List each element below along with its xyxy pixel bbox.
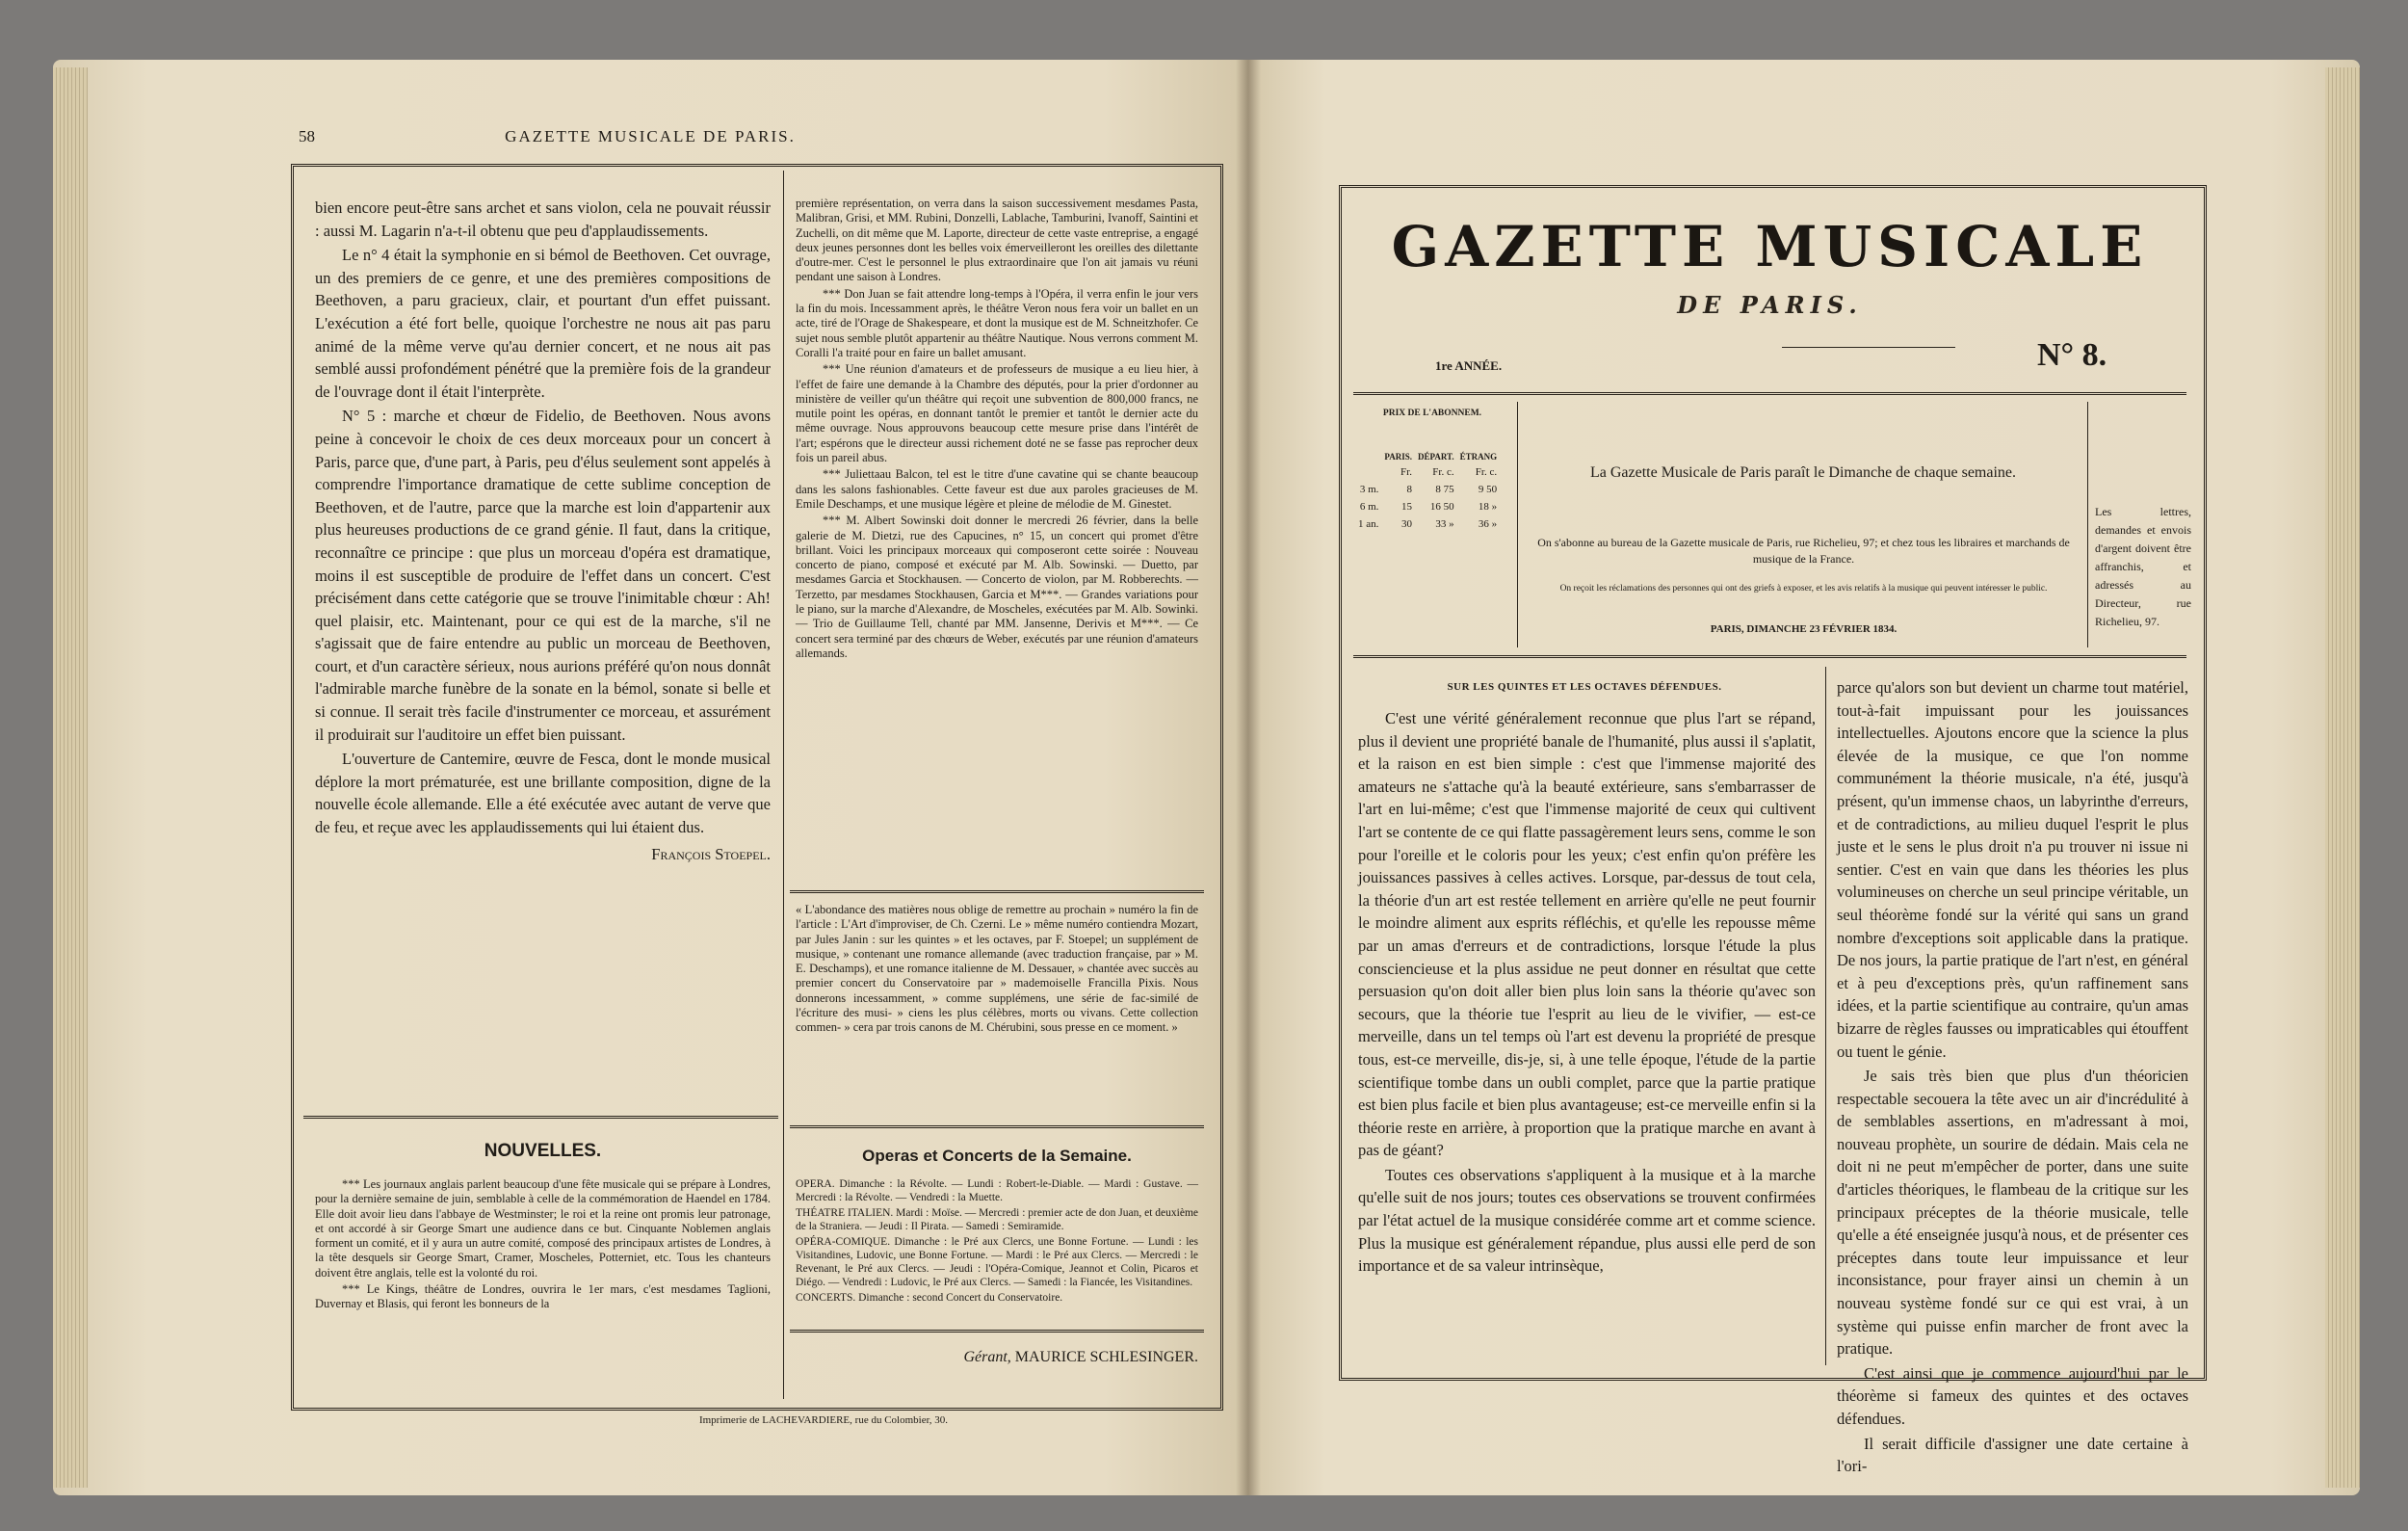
news-item: *** Don Juan se fait attendre long-temps à l'Opéra, il verra enfin le jour vers la fin du mois. Incessamment après, le théâtre Veron nous fera voir un ballet en un acte, tiré de l'Orage de Shakespeare, et dont la musique est de M. Schneitzhofer. Ce sujet nous semble plutôt appartenir au théâtre Nautique. Nous verrons comment M. Coralli l'a traité pour en faire un ballet amusant.	[796, 286, 1198, 359]
gerant-label: Gérant,	[963, 1349, 1011, 1365]
price-unit: Fr.	[1400, 466, 1412, 478]
news-item: *** Juliettaau Balcon, tel est le titre d'une cavatine qui se chante beaucoup dans les salons fashionables. Cette faveur est due aux paroles gracieuses de M. Emile Deschamps, et une musique légère et pleine de mélodie de M. Ginestet.	[796, 467, 1198, 511]
paragraph: L'ouverture de Cantemire, œuvre de Fesca, dont le monde musical déplore la mort prématurée, est une brillante composition, digne de la nouvelle école allemande. Elle a été exécutée avec autant de verve que de feu, et reçue avec les applaudissements qui lui étaient dus.	[315, 750, 771, 837]
news-item: *** Une réunion d'amateurs et de professeurs de musique a eu lieu hier, à l'effet de faire une demande à la Chambre des députés, pour la prier d'ordonner au ministère de veiller qu'un théâtre qui reçoit une subvention de 800,000 francs, ne mutile point les opéras, en donnant tantôt le premier et tantôt le dernier acte du même ouvrage. Nous approuvons beaucoup cette mesure prise dans l'intérêt de l'art; espérons que le directeur aussi richement doté ne se fasse pas reprocher deux fois un pareil abus.	[796, 362, 1198, 465]
schedule-line: CONCERTS. Dimanche : second Concert du Conservatoire.	[796, 1292, 1063, 1304]
section-divider	[790, 1125, 1204, 1128]
section-divider	[790, 890, 1204, 893]
issue-number: N° 8.	[2037, 337, 2107, 373]
price-unit: Fr. c.	[1475, 466, 1498, 478]
paragraph: Toutes ces observations s'appliquent à la musique et à la marche qu'elle suit de nos jours; toutes ces observations se trouvent confirmées par l'état actuel de la musique considérée comme art et comme science. Plus la musique est généralement répandue, plus aussi elle perd de son importance et de sa valeur intrinsèque,	[1358, 1165, 1816, 1276]
news-item: *** Les journaux anglais parlent beaucoup d'une fête musicale qui se prépare à Londres, pour la dernière semaine de juin, semblable à celle de la commémoration de Haendel en 1784. Elle doit avoir lieu dans l'abbaye de Westminster; le roi et la reine ont promis leur patronage, et ont accordé à sir George Smart une audience dans ce but. Cinquante Noblemen anglais forment un comité, et il y aura un autre comité, composé des principaux artistes de Londres, à la tête desquels sir George Smart, Cramer, Moscheles, Potterniet, etc. Tous les chanteurs doivent être anglais, telle est la volonté du roi.	[315, 1177, 771, 1280]
paragraph: Je sais très bien que plus d'un théoricien respectable secouera la tête avec un air d'incrédulité à de semblables assertions, en m'adressant à moi, nouveau prophète, un sourire de dédain. Mais cela ne doit ni ne peut m'empêcher de porter, dans une suite d'articles théoriques, le flambeau de la critique sur les principaux préceptes de la théorie musicale, telle qu'elle a été enseignée jusqu'à nous, et de présenter ces préceptes dans toute leur impuissance et leur inconsistance, pour frayer ainsi un chemin à un nouveau système fondé sur ce qui est vrai, à un système qui puisse enfin marcher de front avec la pratique.	[1837, 1067, 2188, 1359]
page-edges	[53, 67, 88, 1488]
price-row	[1355, 481, 1500, 498]
price-row	[1355, 498, 1500, 515]
open-book	[53, 60, 2360, 1495]
price-cell: 16 50	[1429, 501, 1454, 513]
box-divider	[2087, 402, 2088, 647]
gerant-name: MAURICE SCHLESINGER.	[1014, 1349, 1198, 1365]
masthead-rule	[1353, 392, 2186, 395]
gerant-line	[796, 1349, 1198, 1366]
paragraph: N° 5 : marche et chœur de Fidelio, de Beethoven. Nous avons peine à concevoir le choix de ces deux morceaux pour un concert à Paris, parce que, d'une part, à Paris, peu d'élus seulement sont appelés à comprendre l'importance dramatique de cette sublime conception de Beethoven, et de l'autre, parce que la marche est loin d'appartenir aux plus heureuses productions de ce grand génie. Il faut, dans la critique, reconnaître ce principe : que plus un morceau d'opéra est dramatique, moins il est susceptible de produire de l'effet dans un concert. C'est précisément dans cette catégorie que se trouve l'inimitable chœur : Ah! quel plaisir, etc. Maintenant, pour ce qui est de la marche, s'il ne s'agissait que de faire entendre au public un morceau de Beethoven, court, et d'un caractère sérieux, nous aurions préféré qu'on nous donnât l'admirable marche funèbre de la sonate en la bémol, sonate si belle et si connue. Il serait très facile d'instrumenter ce morceau, et assurément il produirait sur l'auditoire un effet bien puissant.	[315, 407, 771, 744]
operas-heading: Operas et Concerts de la Semaine.	[862, 1147, 1132, 1165]
reclamation-note: On reçoit les réclamations des personnes qui ont des griefs à exposer, et les avis relatifs à la musique qui peuvent intéresser le public.	[1559, 584, 2048, 594]
article-column-1	[1358, 707, 1816, 1362]
masthead-title: GAZETTE MUSICALE	[1391, 214, 2149, 279]
price-period: 6 m.	[1359, 501, 1379, 513]
dateline: PARIS, DIMANCHE 23 FÉVRIER 1834.	[1710, 623, 1898, 635]
author-signature: François Stoepel.	[651, 844, 771, 863]
opera-schedule	[796, 1177, 1198, 1317]
price-table	[1355, 450, 1500, 533]
masthead-subtitle: DE PARIS.	[1677, 291, 1863, 319]
price-col-blank	[1355, 450, 1381, 463]
paragraph: Le n° 4 était la symphonie en si bémol de Beethoven. Cet ouvrage, un des premiers de ce genre, et une des premières compositions de Beethoven, a paru gracieux, clair, et pourtant d'un effet puissant. L'exécution a été fort belle, quoique l'orchestre ne nous ait pas paru animé de la même verve qu'au dernier concert, et ne nous ait pas semblé aussi profondément pénétré que la première fois de la grandeur de l'ouvrage dont il était l'interprète.	[315, 246, 771, 401]
paragraph: Il serait difficile d'assigner une date certaine à l'ori-	[1837, 1434, 2188, 1476]
section-divider	[790, 1330, 1204, 1333]
schedule-line: THÉATRE ITALIEN. Mardi : Moïse. — Mercredi : premier acte de don Juan, et deuxième de la Straniera. — Jeudi : Il Pirata. — Samedi : Semiramide.	[796, 1207, 1198, 1232]
news-item: *** Le Kings, théâtre de Londres, ouvrira le 1er mars, c'est mesdames Taglioni, Duvernay et Blasis, qui feront les bonneurs de la	[315, 1282, 771, 1311]
schedule-line: OPÉRA-COMIQUE. Dimanche : le Pré aux Clercs, une Bonne Fortune. — Lundi : les Visitandines, Ludovic, une Bonne Fortune. — Mardi : le Pré aux Clercs. — Mercredi : le Revenant, le Pré aux Clercs. — Jeudi : l'Opéra-Comique, Jeannot et Colin, Picaros et Diégo. — Vendredi : Ludovic, le Pré aux Clercs. — Samedi : la Fiancée, les Visitandines.	[796, 1236, 1198, 1288]
page-number: 58	[299, 127, 315, 145]
book-gutter	[1236, 60, 1261, 1495]
price-row	[1355, 515, 1500, 533]
paragraph: parce qu'alors son but devient un charme tout matériel, tout-à-fait impuissant pour les jouissances intellectuelles. Ajoutons encore que la science la plus élevée de la musique, ce que l'on nomme communément la théorie musicale, n'a été, jusqu'à présent, qu'un immense chaos, un labyrinthe d'erreurs, et de contradictions, au milieu duquel l'esprit le plus juste et le sens le plus droit n'a pu trouver ni issue ni sentier. C'est en vain que dans les théories les plus volumineuses on cherche un seul principe véritable, un seul théorème fondé sur la vérité qui sans un grand nombre d'exceptions soit applicable dans la pratique. De nos jours, la partie pratique de l'art n'est, en général et à peu d'exceptions près, qu'un raffinement sans idées, et la partie scientifique au contraire, qu'un amas bizarre de règles fausses ou impraticables qui étouffent ou tuent le génie.	[1837, 678, 2188, 1061]
imprint: Imprimerie de LACHEVARDIERE, rue du Colombier, 30.	[698, 1414, 949, 1426]
price-period: 1 an.	[1358, 518, 1379, 530]
price-unit: Fr. c.	[1432, 466, 1454, 478]
price-cell: 9 50	[1478, 484, 1498, 495]
paragraph: C'est ainsi que je commence aujourd'hui par le théorème si fameux des quintes et des octaves défendues.	[1837, 1363, 2188, 1428]
correspondence-note: Les lettres, demandes et envois d'argent doivent être affranchis, et adressés au Directeur, rue Richelieu, 97.	[2095, 505, 2191, 628]
price-unit-blank	[1355, 463, 1381, 481]
price-cell: 8	[1406, 484, 1412, 495]
editorial-notice: « L'abondance des matières nous oblige de remettre au prochain » numéro la fin de l'article : L'Art d'improviser, de Ch. Czerni. Le » même numéro contiendra Mozart, par Jules Janin : sur les quintes » et les octaves, par F. Stoepel; un supplément de musique, » contenant une romance allemande (avec traduction française, par » M. E. Deschamps), et une romance italienne de M. Dessauer, » chantée avec succès au premier concert du Conservatoire par » mademoiselle Francilla Pixis. Nous donnerons incessamment, » comme supplémens, une série de fac-similé de l'écriture des musi- » ciens les plus célèbres, morts ou vivans. Cette collection commen- » cera par trois canons de M. Chérubini, sous presse en ce moment. »	[796, 903, 1198, 1035]
column-divider	[1825, 667, 1826, 1365]
publication-announcement: La Gazette Musicale de Paris paraît le Dimanche de chaque semaine.	[1589, 464, 2017, 481]
schedule-line: OPERA. Dimanche : la Révolte. — Lundi : Robert-le-Diable. — Mardi : Gustave. — Mercredi : la Révolte. — Vendredi : la Muette.	[796, 1178, 1198, 1203]
nouvelles-heading: NOUVELLES.	[484, 1141, 602, 1161]
price-cell: 18 »	[1478, 501, 1498, 513]
news-column	[796, 197, 1198, 885]
price-cell: 30	[1400, 518, 1412, 530]
page-edges	[2325, 67, 2360, 1488]
right-page	[1247, 60, 2360, 1495]
paragraph: C'est une vérité généralement reconnue que plus l'art se répand, plus il devient une propriété banale de l'humanité, plus aussi il s'aplatit, et la raison en est bien simple : c'est que l'immense majorité des amateurs ne s'attache qu'à la beauté extérieure, sans s'embarrasser de l'art en lui-même; c'est que l'immense majorité de ceux qui cultivent l'art se contente de ce qui flatte passagèrement leurs sens, comme le son pour l'oreille et le coloris pour les yeux; c'est enfin qu'on préfère les jouissances passives à celles actives. Lorsque, par-dessus de tout cela, la théorie d'un art est restée tellement en arrière qu'elle ne peut fournir le moindre aliment aux esprits réfléchis, et qu'elle les repousse même par un amas d'erreurs et de contradictions, lorsque l'étude la plus consciencieuse et la plus assidue ne peut donner en résultat que cette persuasion qu'on doit aller bien plus loin sans la théorie qu'avec son secours, que la théorie tue l'esprit au lieu de le vivifier, — est-ce merveille, dans un tel temps où l'art est devenu la propriété de presque tous, est-ce merveille, dis-je, si, à une telle époque, l'étude de la partie scientifique tombe dans un oubli complet, parce que la partie pratique est bien plus facile et bien plus avantageuse; est-ce merveille enfin si la théorie reste en arrière, à proportion que la pratique marche en avant à pas de géant?	[1358, 709, 1816, 1160]
ornament-rule	[1782, 347, 1955, 348]
price-cell: 33 »	[1435, 518, 1454, 530]
year-label: 1re ANNÉE.	[1435, 358, 1503, 373]
price-col-etranger: ÉTRANG	[1459, 452, 1498, 462]
news-item: *** M. Albert Sowinski doit donner le mercredi 26 février, dans la belle galerie de M. Dietzi, rue des Capucines, n° 15, un concert qui promet d'être brillant. Voici les principaux morceaux qui composeront cette soirée : Nouveau concerto de piano, composé et exécuté par M. Alb. Sowinski. — Duetto, par mesdames Garcia et Stockhausen. — Concerto de violon, par M. Robberechts. — Terzetto, par mesdames Stockhausen, Garcia et M***. — Grandes variations pour le piano, sur la marche d'Alexandre, de Moscheles, exécutées par M. Alb. Sowinki. — Trio de Guillaume Tell, chanté par MM. Jansenne, Derivis et M***. — Ce concert sera terminé par des chœurs de Weber, exécutés par une réunion d'amateurs allemands.	[796, 514, 1198, 660]
price-col-paris: PARIS.	[1384, 452, 1412, 462]
price-cell: 36 »	[1478, 518, 1498, 530]
nouvelles-column	[315, 1177, 771, 1370]
price-heading: PRIX DE L'ABONNEM.	[1382, 409, 1482, 418]
price-cell: 8 75	[1435, 484, 1454, 495]
price-cell: 15	[1400, 501, 1412, 513]
left-page	[53, 60, 1247, 1495]
price-col-depart: DÉPART.	[1417, 452, 1454, 462]
news-item: première représentation, on verra dans la saison successivement mesdames Pasta, Malibran, Grisi, et MM. Rubini, Donzelli, Lablache, Tamburini, Ivanoff, Saintini et Zuchelli, on dit même que M. Laporte, directeur de cette vaste entreprise, a engagé deux jeunes personnes dont les belles voix émerveilleront les oreilles des dilettante d'outre-mer. C'est le personnel le plus extraordinaire que l'on ait jamais vu réuni pendant une saison à Londres.	[796, 197, 1198, 284]
subscription-info: On s'abonne au bureau de la Gazette musicale de Paris, rue Richelieu, 97; et chez tous les libraires et marchands de musique de la France.	[1537, 536, 2070, 566]
article-column-2	[1837, 676, 2188, 1476]
price-period: 3 m.	[1359, 484, 1379, 495]
section-divider	[303, 1116, 778, 1119]
article-title: SUR LES QUINTES ET LES OCTAVES DÉFENDUES.	[1447, 681, 1722, 693]
paragraph: bien encore peut-être sans archet et sans violon, cela ne pouvait réussir : aussi M. Lagarin n'a-t-il obtenu que peu d'applaudissements.	[315, 198, 771, 240]
box-divider	[1517, 402, 1518, 647]
column-divider	[783, 171, 784, 1399]
concert-review-column	[315, 197, 771, 1102]
section-divider	[1353, 655, 2186, 658]
running-head: GAZETTE MUSICALE DE PARIS.	[505, 127, 796, 145]
